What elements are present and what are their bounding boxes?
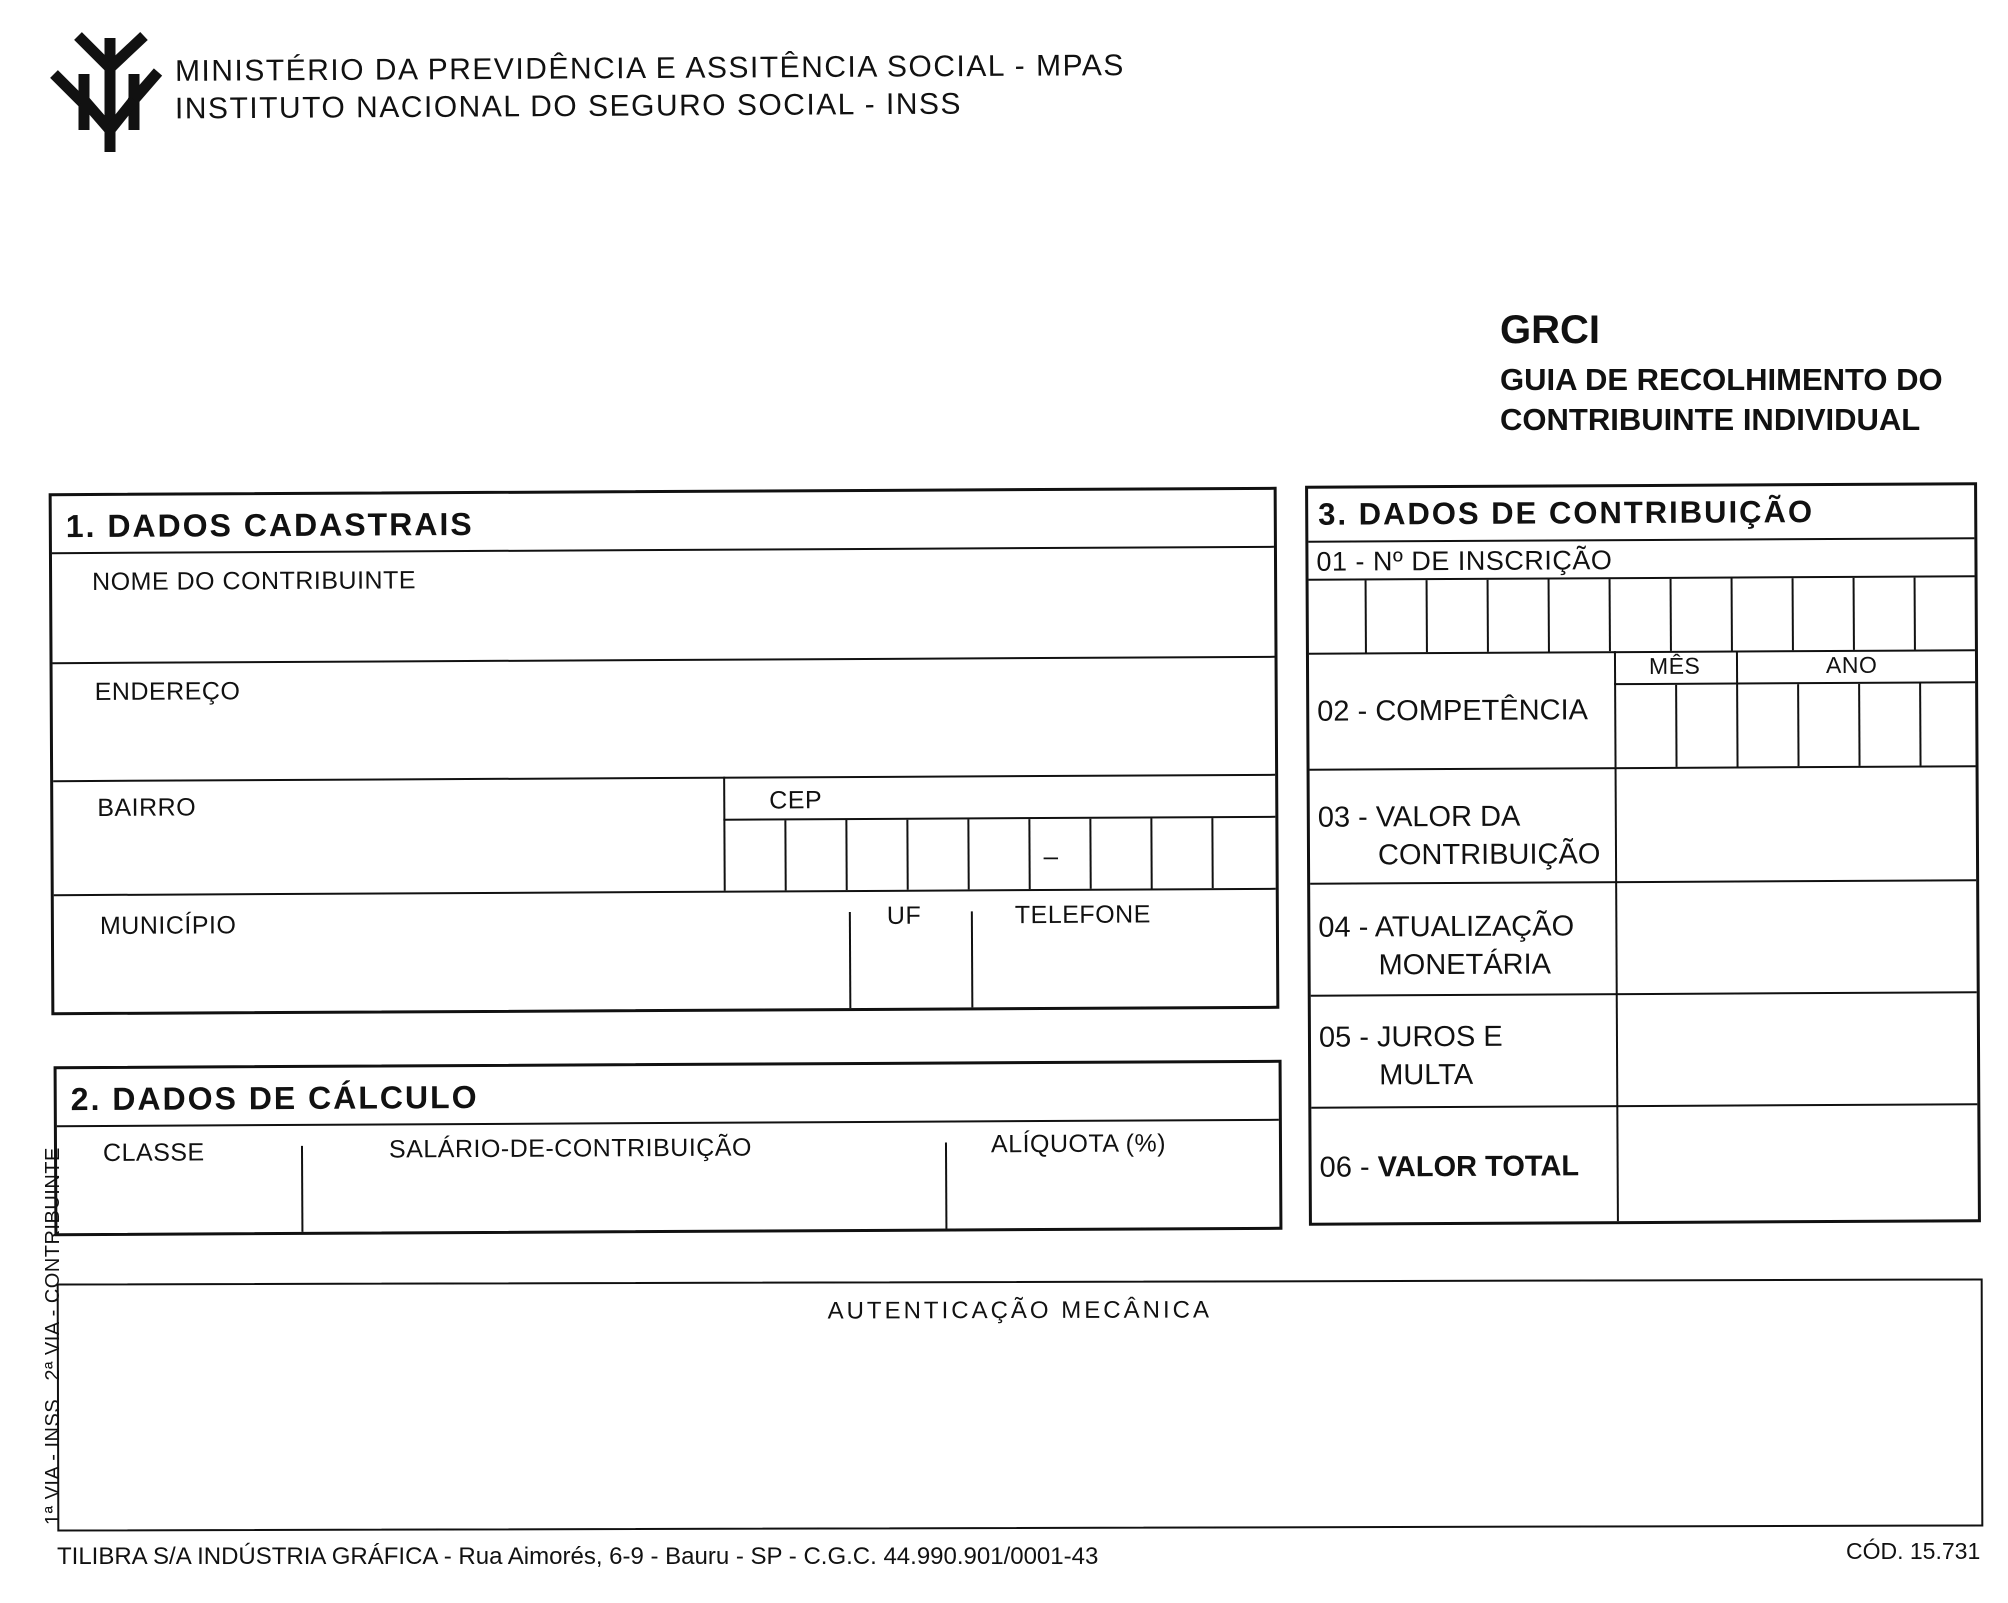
form-title-line1: GUIA DE RECOLHIMENTO DO bbox=[1500, 362, 1943, 397]
inscricao-cell bbox=[1670, 579, 1672, 651]
valor-total-label bbox=[1320, 1147, 1580, 1186]
cep-cell bbox=[1028, 819, 1030, 889]
inscricao-cell bbox=[1731, 579, 1733, 651]
ano-label: ANO bbox=[1825, 651, 1878, 679]
section-dados-de-calculo bbox=[54, 1060, 1283, 1236]
section-dados-cadastrais bbox=[49, 487, 1280, 1015]
section-dados-de-contribuicao bbox=[1305, 482, 1981, 1226]
valor-total-input[interactable] bbox=[1618, 1105, 1978, 1221]
inscricao-cell bbox=[1792, 578, 1794, 650]
competencia-label: 02 - COMPETÊNCIA bbox=[1317, 694, 1589, 728]
valor-contribuicao-label-2: CONTRIBUIÇÃO bbox=[1377, 838, 1601, 872]
cep-cell bbox=[784, 820, 786, 890]
valor-total-prefix: 06 - bbox=[1319, 1151, 1370, 1184]
inscricao-cell bbox=[1487, 580, 1489, 652]
bairro-label: BAIRRO bbox=[97, 793, 197, 822]
inscricao-cell bbox=[1853, 578, 1855, 650]
cep-cell bbox=[967, 819, 969, 889]
atualizacao-label-1: 04 - ATUALIZAÇÃO bbox=[1318, 910, 1575, 944]
cep-dash: – bbox=[1043, 840, 1059, 872]
inscricao-cell bbox=[1365, 580, 1367, 652]
section1-title: 1. DADOS CADASTRAIS bbox=[65, 505, 474, 545]
atualizacao-input[interactable] bbox=[1617, 881, 1977, 993]
cep-cell bbox=[1089, 819, 1091, 889]
competencia-digit-boxes[interactable] bbox=[1614, 683, 1975, 767]
atualizacao-label-2: MONETÁRIA bbox=[1378, 948, 1552, 982]
printer-info: TILIBRA S/A INDÚSTRIA GRÁFICA - Rua Aimorés, 6-9 - Bauru - SP - C.G.C. 44.990.901/0001-43 bbox=[57, 1543, 1099, 1570]
ministry-name: MINISTÉRIO DA PREVIDÊNCIA E ASSITÊNCIA SOCIAL - MPAS bbox=[174, 49, 1125, 88]
uf-label: UF bbox=[886, 901, 922, 930]
nome-label: NOME DO CONTRIBUINTE bbox=[92, 566, 417, 596]
divider bbox=[1308, 537, 1974, 542]
telefone-label: TELEFONE bbox=[1014, 900, 1151, 930]
competencia-cell bbox=[1797, 684, 1799, 766]
competencia-cell bbox=[1675, 685, 1677, 767]
institute-name: INSTITUTO NACIONAL DO SEGURO SOCIAL - INSS bbox=[174, 87, 963, 126]
juros-label-1: 05 - JUROS E bbox=[1318, 1020, 1503, 1054]
inscricao-cell bbox=[1914, 578, 1916, 650]
valor-contribuicao-input[interactable] bbox=[1617, 767, 1977, 881]
cep-cell bbox=[1150, 818, 1152, 888]
endereco-label: ENDEREÇO bbox=[94, 677, 241, 706]
cep-cell bbox=[906, 820, 908, 890]
valor-total-text: VALOR TOTAL bbox=[1377, 1150, 1580, 1184]
cep-cell bbox=[845, 820, 847, 890]
juros-multa-input[interactable] bbox=[1618, 993, 1978, 1105]
via-distribution-text: 1ª VIA - INSS 2ª VIA - CONTRIBUINTE bbox=[42, 1147, 64, 1525]
inscricao-digit-boxes[interactable] bbox=[1309, 577, 1975, 652]
mes-label: MÊS bbox=[1648, 652, 1701, 679]
cep-digit-boxes[interactable] bbox=[723, 818, 1275, 891]
cep-label: CEP bbox=[769, 786, 823, 815]
form-code: GRCI bbox=[1500, 308, 1600, 352]
salario-label: SALÁRIO-DE-CONTRIBUIÇÃO bbox=[388, 1133, 753, 1164]
salario-contribuicao-field[interactable] bbox=[303, 1123, 946, 1232]
bairro-field[interactable] bbox=[53, 779, 724, 895]
nome-contribuinte-field[interactable] bbox=[52, 548, 1275, 662]
classe-field[interactable] bbox=[57, 1126, 302, 1233]
autenticacao-label: AUTENTICAÇÃO MECÂNICA bbox=[827, 1296, 1212, 1325]
inscricao-cell bbox=[1548, 579, 1550, 651]
uf-field[interactable] bbox=[851, 891, 972, 1008]
municipio-label: MUNICÍPIO bbox=[99, 911, 237, 940]
competencia-cell bbox=[1919, 684, 1921, 766]
form-title-line2: CONTRIBUINTE INDIVIDUAL bbox=[1500, 402, 1921, 437]
section3-title: 3. DADOS DE CONTRIBUIÇÃO bbox=[1318, 494, 1815, 532]
classe-label: CLASSE bbox=[102, 1138, 205, 1167]
aliquota-label: ALÍQUOTA (%) bbox=[990, 1129, 1167, 1159]
inscricao-cell bbox=[1426, 580, 1428, 652]
section2-title: 2. DADOS DE CÁLCULO bbox=[70, 1078, 479, 1118]
telefone-field[interactable] bbox=[973, 890, 1277, 1008]
aliquota-field[interactable] bbox=[947, 1121, 1280, 1229]
endereco-field[interactable] bbox=[53, 658, 1276, 780]
cep-cell bbox=[1211, 818, 1213, 888]
inscricao-cell bbox=[1609, 579, 1611, 651]
juros-label-2: MULTA bbox=[1379, 1058, 1474, 1092]
valor-contribuicao-label-1: 03 - VALOR DA bbox=[1317, 800, 1521, 834]
municipio-field[interactable] bbox=[54, 892, 850, 1012]
competencia-cell bbox=[1858, 684, 1860, 766]
autenticacao-mecanica-box[interactable] bbox=[57, 1278, 1984, 1531]
inss-logo bbox=[48, 30, 163, 155]
form-reference-code: CÓD. 15.731 bbox=[1846, 1538, 1981, 1564]
inscricao-label: 01 - Nº DE INSCRIÇÃO bbox=[1316, 545, 1613, 577]
